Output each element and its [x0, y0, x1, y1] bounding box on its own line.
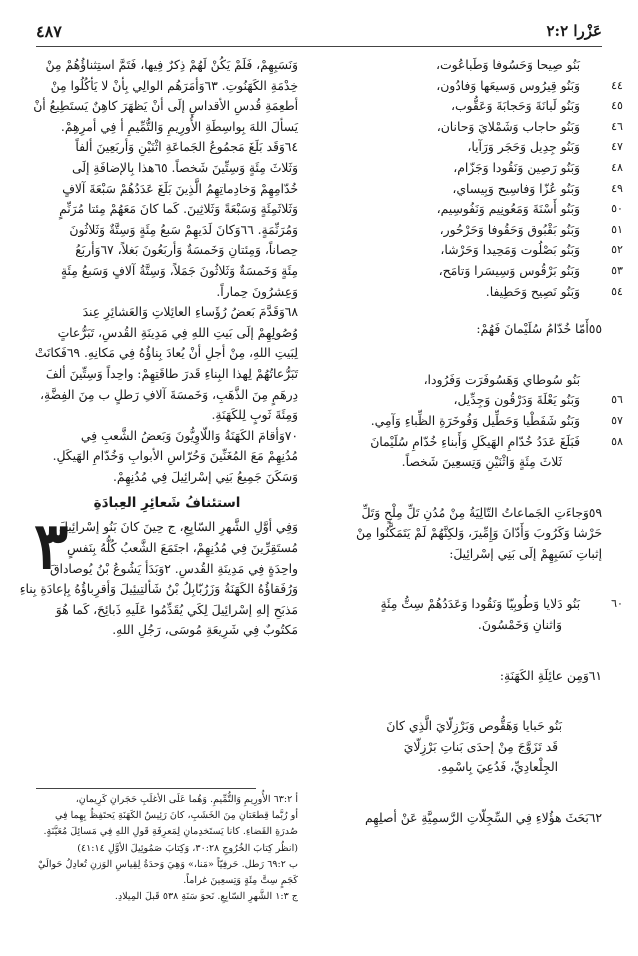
poetry-line — [344, 390, 623, 411]
prose-line: إثباتِ نَسَبِهِمْ إلَى بَنِي إسْرائِيلَ: — [449, 546, 602, 561]
verse-60 — [344, 594, 623, 635]
footnotes — [36, 792, 298, 905]
verse-number: ٤٥ — [611, 99, 623, 113]
poetry-line — [344, 137, 623, 158]
poetry-line — [344, 594, 623, 615]
poetry-line — [344, 282, 623, 303]
prose-line: وَثَلاثَ مِئَةٍ وَسِتِّينَ شَخصاً. ٦٥هذا بِالإضافَةِ إلَى — [71, 160, 298, 175]
header-divider — [36, 46, 602, 47]
verse-number: ٤٧ — [611, 140, 623, 154]
page-number: ٤٨٧ — [36, 22, 62, 41]
paragraph-62-63 — [33, 55, 298, 137]
running-head: عَزْرا ٢:٢ — [546, 22, 602, 40]
prose-line: مَكتُوبٌ فِي شَرِيعَةِ مُوسَى، رَجُلِ اللهِ. — [112, 623, 298, 638]
verse-62-start: ٦٢بَحَثَ هؤُلاءِ فِي السِّجِلّاتِ الرَّسمِيَّةِ عَنْ أصلِهِم — [365, 811, 602, 826]
prose-line: وَعِشرُونَ حِماراً. — [216, 284, 298, 299]
poetry-text: وَبَنُو بَقْبُوق وَحَقُوفا وَحَرْحُور، — [439, 222, 580, 237]
verse-number: ٥١ — [611, 222, 623, 236]
prose-line: لِبَيتِ اللهِ، مِنْ أجلِ أنْ يُعادَ بِناؤُهُ فِي مَكانِهِ. ٦٩فَكانَتْ — [34, 346, 298, 361]
verse-number: ٥٨ — [611, 434, 623, 448]
prose-line: وَرُفَقاؤُهُ الكَهَنَةُ وَزَرُبّابِلُ بْنُ شَألتِيئِيلَ وَأقرِباؤُهُ بِإعادَةِ بِناءِ — [19, 582, 298, 597]
poetry-line — [344, 240, 623, 261]
footnote-line: (انظُر كِتابَ الخُرُوجِ ٣٠:٢٨، وَكِتابَ صَمُوئِيلَ الأوَّلِ ٤١:١٤) — [77, 842, 298, 854]
poetry-line — [344, 55, 602, 76]
prose-line: ٥٩وَجاءَتِ الجَماعاتُ التّالِيَةُ مِنْ مُدُنِ تَلِّ مِلْحٍ وَتَلِّ — [361, 505, 602, 520]
spacer — [344, 686, 602, 716]
prose-line: دِرهَمٍ مِنَ الذَّهَبِ، وَخَمسَةَ آلافِ رَطلٍ ب مِنَ الفِضَّةِ، — [39, 387, 298, 402]
verse-61-lines — [344, 716, 602, 778]
poetry-line — [344, 432, 623, 453]
poetry-line: قَد تَزَوَّجَ مِنْ إحدَى بَناتِ بَرْزِلّايَ — [403, 739, 558, 754]
poetry-line — [344, 411, 623, 432]
spacer — [344, 636, 602, 666]
verse-61-heading: ٦١وَمِن عائِلَةِ الكَهَنَةِ: — [499, 668, 602, 683]
poetry-line — [344, 76, 623, 97]
verse-number: ٥٢ — [611, 243, 623, 257]
verse-number: ٥٤ — [611, 284, 623, 298]
poetry-text: فَبَلَغَ عَدَدُ خُدّامِ الهَيكَلِ وَأَبناءِ خُدّامِ سُلَيْمانَ — [370, 434, 580, 449]
prose-line: وَنَسَبِهِمْ، فَلَمْ يَكُنْ لَهُمْ ذِكرٌ فِيها، فَتَمَّ استِثناؤُهُمْ مِنْ — [45, 58, 298, 72]
footnote-line: أ ٦٣:٢ الأُورِيمِ وَالتُّمِّيمِ. وَهُما عَلَى الأغلَبِ حَجَرانِ كَرِيمانِ، — [75, 794, 298, 805]
verse-number: ٦٠ — [611, 597, 623, 611]
prose-line: تَبَرُّعاتُهُمْ لِهذا البِناءِ قَدرَ طاقَتِهِمْ: واحِداً وَسِتِّينَ ألفَ — [45, 366, 298, 381]
verse-number: ٥٦ — [611, 393, 623, 407]
footnote-line: ب ٦٩:٢ رَطل. حَرفِيّاً «مَنا،» وَهِيَ وَحدَةُ لِقِياسِ الوَزنِ تُعادِلُ حَوالَيْ — [37, 858, 298, 870]
prose-line: خِدْمَةِ الكَهَنُوتِ. ٦٣وَأمَرَهُم الوالِي بِأنْ لا يَأكُلُوا مِنْ — [50, 78, 298, 93]
verse-list-55-58 — [344, 370, 623, 473]
prose-line: حَرْشا وَكَرُوبَ وَأَدّانَ وَإِمِّيرَ، وَلكِنَّهُمْ لَمْ يَتَمَكَّنُوا مِنْ — [355, 526, 602, 541]
spacer — [344, 473, 602, 503]
prose-line: حِصاناً، وَمِئتانِ وَخَمسَةٌ وَأربَعُونَ بَغلاً، ٦٧وَأربَعُ — [75, 243, 298, 258]
prose-line: أطعِمَةِ قُدسِ الأقداسِ إلَى أنْ يَظهَرَ كاهِنٌ يَستَطِيعُ أنْ — [33, 99, 298, 114]
poetry-text: بَنُو دَلايا وَطُوبِيّا وَنَقُودا وَعَدَدُهُمْ سِتُّ مِئَةٍ — [380, 597, 580, 612]
poetry-text: وَبَنُو يَعْلَةَ وَدَرْقُون وَجِدِّيل، — [453, 393, 580, 408]
poetry-text: وَبَنُو حاجاب وَشَمْلايَ وَحانان، — [436, 119, 580, 134]
poetry-line — [344, 158, 623, 179]
poetry-text: وَبَنُو لَبانَةَ وَحَجابَةَ وَعَقُّوب، — [450, 99, 580, 114]
poetry-line: الجِلْعادِيِّ، فَدُعِيَ بِاسْمِهِ. — [437, 760, 558, 775]
prose-line: ٦٨وَقَدَّمَ بَعضُ رُؤَساءِ العائِلاتِ وَالعَشائِرِ عِندَ — [82, 305, 298, 320]
paragraph-68-69 — [36, 302, 298, 426]
prose-line: مَذبَحِ إلهِ إسْرائِيلَ لِكَي يُقَدِّمُوا عَلَيهِ ذَبائِحَ، كَما هُوَ — [55, 602, 298, 617]
paragraph-64-67 — [36, 137, 298, 302]
prose-line: وَفِي أوَّلِ الشَّهرِ السّابِعِ، ج حِينَ كانَ بَنُو إسْرائِيلَ — [58, 520, 298, 535]
verse-number: ٤٩ — [611, 181, 623, 195]
prose-line: مُدُنِهِمْ مَعَ المُغَنِّينَ وَحُرّاسِ الأبوابِ وَخُدّامِ الهَيكَلِ. — [52, 449, 298, 464]
spacer — [344, 778, 602, 808]
poetry-text: وَبَنُو أَسْنَةَ وَمَعُونِيم وَنَفُوسِيم، — [436, 202, 580, 217]
poetry-line — [344, 96, 623, 117]
left-column — [19, 55, 298, 641]
verse-55-heading: ٥٥أَمّا خُدّامُ سُلَيْمانَ فَهُمْ: — [476, 322, 602, 337]
poetry-text: وَبَنُو بَصْلُوت وَمَحِيدا وَحَرْشا، — [440, 243, 580, 258]
footnote-line: صُدرَةِ القَضاءِ. كانا يَستَخدِمانِ لِمَعرِفَةِ قَولِ اللهِ فِي مَسائِلَ مُعَيَّنَةٍ. — [43, 826, 298, 838]
poetry-line — [344, 261, 623, 282]
verse-number: ٤٤ — [611, 78, 623, 92]
poetry-text: وَبَنُو عُزّا وَفاسِيح وَبِيساي، — [452, 181, 580, 196]
right-column — [344, 55, 623, 829]
poetry-text: وَبَنُو قِيرُوس وَسيعَها وَفادُون، — [436, 78, 580, 93]
spacer — [344, 302, 602, 319]
poetry-line — [344, 220, 623, 241]
poetry-text: بَنُو صِيحا وَحَسُوفا وَطَباعُوت، — [436, 58, 580, 72]
poetry-text: وَاثنانِ وَخَمْسُونَ. — [477, 618, 562, 633]
paragraph-70 — [36, 426, 298, 488]
prose-line: وَسَكَنَ جَمِيعُ بَنِي إسْرائِيلَ فِي مُدُنِهِمْ. — [112, 469, 298, 484]
poetry-text: بَنُو سُوطاي وَهَسُوفَرَت وَفَرُودا، — [423, 372, 580, 387]
prose-line: واحِدَةٍ فِي مَدِينَةِ القُدسِ. ٢وَبَدَأ يَشُوعُ بْنُ يُوصاداقَ — [50, 561, 298, 576]
poetry-line — [344, 179, 623, 200]
poetry-line — [344, 615, 602, 636]
verse-number: ٥٧ — [611, 413, 623, 427]
prose-line: ٦٤وَقَد بَلَغَ مَجمُوعُ الجَماعَةِ اثْنَيْنِ وَأربَعِينَ ألفاً — [75, 140, 298, 155]
footnote-line: أو رُبَّما قِطعَتانِ مِنَ الخَشَبِ، كانَ رَئِيسُ الكَهَنَةِ يَحتَفِظُ بِهِما فِي — [55, 810, 298, 822]
poetry-text: وَبَنُو بَرْقُوس وَسِيسَرا وَتامَح، — [438, 263, 580, 278]
verse-number: ٤٨ — [611, 160, 623, 174]
poetry-line — [344, 117, 623, 138]
verse-number: ٤٦ — [611, 119, 623, 133]
poetry-text: وَبَنُو جِدِيل وَحَجَر وَرَآيا، — [467, 140, 580, 155]
prose-line: وَمُرَنِّمَةٍ. ٦٦وَكانَ لَدَيهِمْ سَبعُ مِئَةٍ وَسِتَّةٌ وَثَلاثُونَ — [69, 222, 298, 237]
poetry-line — [344, 199, 623, 220]
poetry-text: وَبَنُو نَصِيح وَحَطِيفا. — [485, 284, 580, 299]
prose-line: وَمِئَةَ ثَوبٍ لِلكَهَنَةِ. — [211, 408, 298, 423]
spacer — [344, 564, 602, 594]
prose-line: مُستَقِرِّينَ فِي مُدُنِهِمْ، اجتَمَعَ الشَّعبُ كُلُّهُ بِنَفسٍ — [67, 541, 298, 556]
poetry-line: بَنُو حَبايا وَهَقُّوص وَبَرْزِلّايَ الَّذِي كانَ — [386, 719, 562, 734]
poetry-line — [344, 452, 602, 473]
prose-line: ٧٠وَأقامَ الكَهَنَةُ وَاللّاوِيُّونَ وَبَعضُ الشَّعبِ فِي — [80, 428, 298, 443]
poetry-text: ثَلاثَ مِئَةٍ وَاثْنَيْنِ وَتِسعِينَ شَخصاً. — [401, 455, 562, 470]
footnote-divider — [36, 788, 256, 789]
verse-list-44-54 — [344, 55, 623, 302]
poetry-text: وَبَنُو شَفَطْيا وَحَطِّيل وَفُوخَرَةِ الظِّباءِ وَآمِي. — [370, 413, 580, 428]
prose-line: خُدّامِهِمْ وَخادِماتِهِمُ الَّذِينَ بَلَغَ عَدَدُهُمْ سَبْعَةَ آلافٍ — [62, 181, 298, 196]
poetry-text: وَبَنُو رَصِين وَنَقُودا وَجَزّام، — [453, 160, 580, 175]
section-heading: استئنافُ شَعائِرِ العِبادَةِ — [93, 495, 241, 512]
chapter-3-paragraph — [19, 559, 298, 641]
prose-line: وُصُولِهِمْ إلَى بَيتِ اللهِ فِي مَدِينَةِ القُدسِ، تَبَرُّعاتٍ — [57, 325, 298, 340]
footnote-line: كَجَمٍ سِتَّ مِئَةٍ وَتِسعِينَ غراماً. — [183, 874, 298, 886]
verse-number: ٥٠ — [611, 202, 623, 216]
prose-line: وَثَلاثَمِئَةٍ وَسَبْعَةً وَثَلاثِينَ. كَما كانَ مَعَهُمْ مِئتا مُرَنِّمٍ — [59, 202, 298, 217]
poetry-line — [344, 370, 602, 391]
spacer — [344, 340, 602, 370]
footnote-line: ج ١:٣ الشَّهرِ السّابِعِ. نَحوَ سَنَةِ ٥٣٨ قَبلَ المِيلادِ. — [114, 891, 298, 903]
page-header — [36, 22, 602, 44]
dropcap-paragraph — [36, 517, 298, 558]
chapter-number: ٣ — [34, 509, 69, 585]
verse-59-paragraph — [344, 503, 602, 565]
prose-line: مِئَةٍ وَخَمسَةٌ وَثَلاثُونَ جَمَلاً، وَسِتَّةُ آلافٍ وَسَبعُ مِئَةٍ — [60, 263, 298, 278]
verse-number: ٥٣ — [611, 263, 623, 277]
prose-line: يَسألَ اللهَ بِواسِطَةِ الأُورِيمِ وَالتُّمِّيمِ أ فِي أمرِهِمْ. — [60, 119, 298, 134]
